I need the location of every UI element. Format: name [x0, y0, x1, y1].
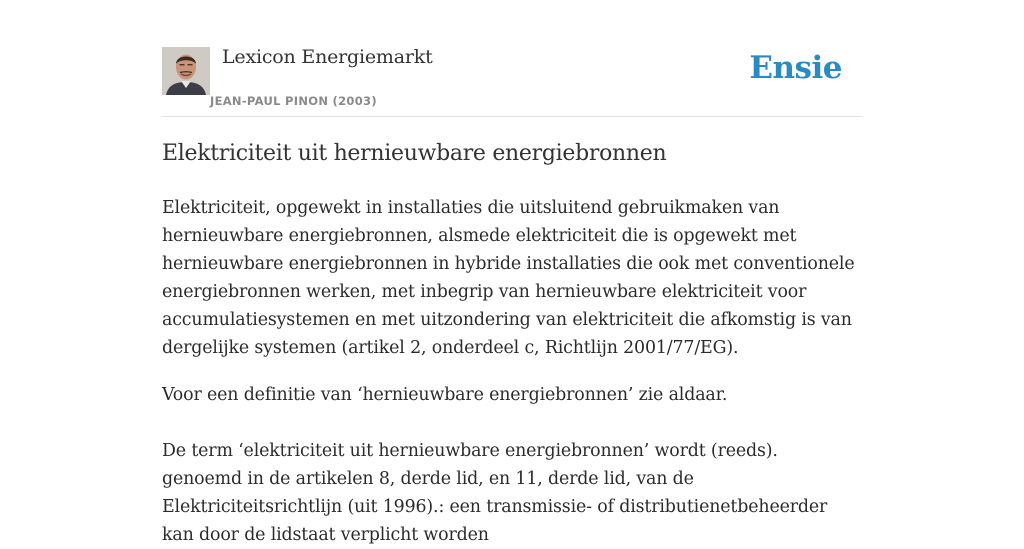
entry-paragraph: Elektriciteit, opgewekt in installaties die uitsluitend gebruikmaken van hernieuwbare energiebronnen, alsmede elektriciteit die is opgewekt met hernieuwbare energiebronnen in hybride installaties die ook met conventionele energiebronnen werken, met inbegrip van hernieuwbare elektriciteit voor accumulatiesystemen en met uitzondering van elektriciteit die afkomstig is van dergelijke systemen (artikel 2, onderdeel c, Richtlijn 2001/77/EG).: [162, 198, 855, 358]
entry-paragraph: De term ‘elektriciteit uit hernieuwbare energiebronnen’ wordt (reeds). genoemd in de artikelen 8, derde lid, en 11, derde lid, van de Elektriciteitsrichtlijn (uit 1996).: een transmissie- of distributienetbeheerder kan door de lidstaat verplicht worden: [162, 441, 828, 545]
author-avatar[interactable]: [162, 47, 210, 95]
entry-content: [162, 138, 862, 549]
author-portrait-icon: [162, 47, 210, 95]
entry-title: Elektriciteit uit hernieuwbare energiebronnen: [162, 141, 667, 166]
entry-paragraph: Voor een definitie van ‘hernieuwbare energiebronnen’ zie aldaar.: [162, 385, 728, 405]
brand-logo[interactable]: Ensie: [749, 50, 842, 86]
source-title[interactable]: Lexicon Energiemarkt: [222, 46, 433, 68]
author-name[interactable]: JEAN-PAUL PINON (2003): [210, 94, 377, 108]
entry-header: [162, 46, 862, 117]
